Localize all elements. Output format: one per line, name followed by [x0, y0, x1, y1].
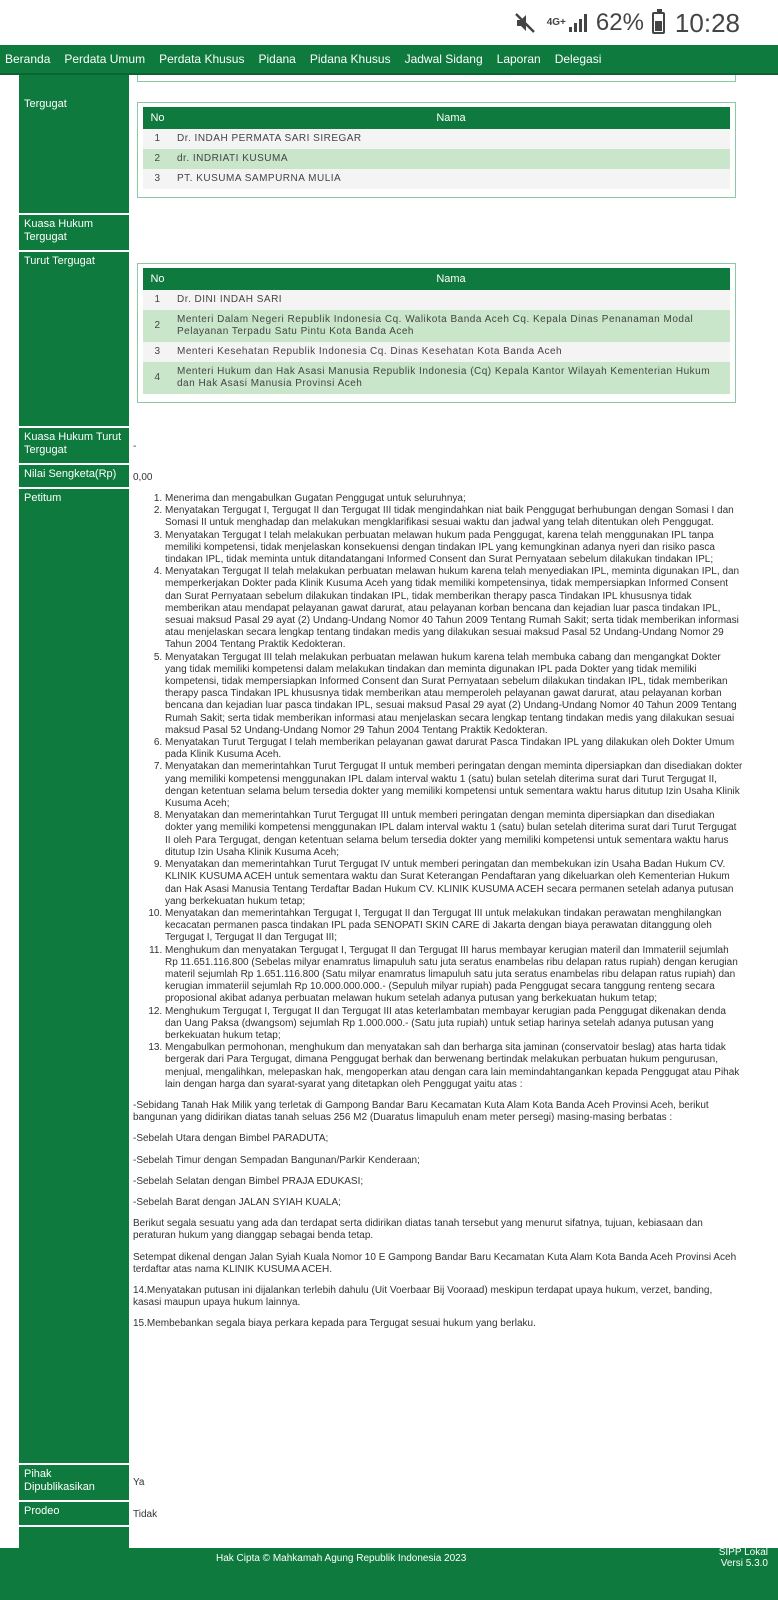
previous-table-box [137, 75, 736, 82]
table-row: 2 dr. INDRIATI KUSUMA [143, 149, 730, 169]
petitum-paragraph: 15.Membebankan segala biaya perkara kepada para Tergugat sesuai hukum yang berlaku. [133, 1318, 536, 1330]
detail-content [0, 75, 778, 1550]
petitum-paragraph: 14.Menyatakan putusan ini dijalankan terlebih dahulu (Uit Voerbaar Bij Vooraad) meskipun terdapat upaya hukum, verzet, banding, kasasi maupun upaya hukum lainnya. [133, 1284, 713, 1309]
footer-version [719, 1547, 768, 1569]
label-petitum: Petitum [19, 489, 129, 1465]
list-item: 9. Menyatakan dan memerintahkan Turut Tergugat IV untuk memberi peringatan dan membekukan izin Usaha Badan Hukum CV. KLINIK KUSUMA ACEH untuk sementara waktu dan Surat Keterangan Pendaftaran yang dikeluarkan oleh Kementerian Hukum dan Hak Asasi Manusia Tentang Terdaftar Badan Hukum CV. KLINIK KUSUMA ACEH secara permanen setelah adanya putusan yang berkekuatan hukum tetap; [165, 859, 743, 908]
col-no: No [143, 107, 172, 129]
table-row: 2 Menteri Dalam Negeri Republik Indonesia Cq. Walikota Banda Aceh Cq. Kepala Dinas Penanaman Modal Pelayanan Terpadu Satu Pintu Kota Banda Aceh [143, 310, 730, 342]
label-turut-tergugat: Turut Tergugat [19, 252, 129, 428]
table-row: 3 PT. KUSUMA SAMPURNA MULIA [143, 169, 730, 189]
table-row: 4 Menteri Hukum dan Hak Asasi Manusia Republik Indonesia (Cq) Kepala Kantor Wilayah Kementerian Hukum dan Hak Asasi Manusia Provinsi Aceh [143, 362, 730, 394]
petitum-paragraph: Berikut segala sesuatu yang ada dan terdapat serta didirikan diatas tanah tersebut yang menurut sifatnya, tujuan, kebiasaan dan peraturan hukum yang dianggap sebagai benda tetap. [133, 1218, 703, 1242]
battery-percent: 62% [595, 9, 644, 36]
table-row: 1 Dr. INDAH PERMATA SARI SIREGAR [143, 129, 730, 149]
nav-pidana-khusus[interactable]: Pidana Khusus [309, 52, 391, 66]
list-item: 13. Mengabulkan permohonan, menghukum dan menyatakan sah dan berharga sita jaminan (conservatoir beslag) atas harta tidak bergerak dari Para Tergugat, dimana Penggugat berhak dan berwenang bertindak melakukan perbuatan hukum pengurusan, menjual, mengalihkan, melepaskan hak, mengoperkan atau dengan cara lain memindahtangankan kepada Penggugat atau Pihak lain dengan harga dan syarat-syarat yang ditetapkan oleh Penggugat yaitu atas : [165, 1042, 743, 1091]
petitum-paragraph: -Sebidang Tanah Hak Milik yang terletak di Gampong Bandar Baru Kecamatan Kuta Alam Kota Banda Aceh Provinsi Aceh, berikut bangunan yang didirikan diatas tanah seluas 256 M2 (Duaratus limapuluh enam meter persegi) masing-masing berbatas : [133, 1099, 709, 1124]
turut-tergugat-table [143, 268, 730, 394]
list-item: 1. Menerima dan mengabulkan Gugatan Penggugat untuk seluruhnya; [165, 493, 743, 505]
petitum-paragraph: -Sebelah Barat dengan JALAN SYIAH KUALA; [133, 1196, 341, 1208]
main-nav [0, 45, 778, 75]
value-pihak-dipublikasikan: Ya [133, 1477, 145, 1488]
petitum-list [133, 493, 743, 1091]
value-prodeo: Tidak [133, 1509, 158, 1520]
label-pihak-dipublikasikan: Pihak Dipublikasikan [19, 1465, 129, 1502]
turut-tergugat-table-box [137, 263, 736, 403]
list-item: 2. Menyatakan Tergugat I, Tergugat II dan Tergugat III tidak mengindahkan niat baik Penggugat berhubungan dengan Somasi I dan Somasi II untuk menghadap dan melakukan mengklarifikasi sesuai waktu dan jadwal yang telah ditentukan oleh Penggugat. [165, 505, 743, 529]
list-item: 11. Menghukum dan menyatakan Tergugat I, Tergugat II dan Tergugat III harus membayar kerugian materil dan Immateriil sejumlah Rp 11.651.116.800 (Sebelas milyar enamratus limapuluh satu juta seratus enambelas ribu delapan ratus rupiah) dengan kerugian materil sejumlah Rp 1.651.116.800 (Satu milyar enamratus limapuluh satu juta seratus enambelas ribu delapan ratus rupiah) dan kerugian immateriil sejumlah Rp 10.000.000.000.- (Sepuluh milyar rupiah) pada Penggugat secara tanggung renteng secara proposional akibat adanya perbuatan melawan hukum setelah adanya putusan yang berkekuatan hukum tetap; [165, 945, 743, 1006]
network-type: 4G+ [546, 17, 566, 28]
nav-laporan[interactable]: Laporan [496, 52, 541, 66]
nav-perdata-umum[interactable]: Perdata Umum [64, 52, 146, 66]
label-nilai-sengketa: Nilai Sengketa(Rp) [19, 465, 129, 489]
petitum-paragraph: Setempat dikenal dengan Jalan Syiah Kuala Nomor 10 E Gampong Bandar Baru Kecamatan Kuta Alam Kota Banda Aceh Provinsi Aceh terdaftar atas nama KLINIK KUSUMA ACEH. [133, 1251, 737, 1275]
petitum-paragraph: -Sebelah Timur dengan Sempadan Bangunan/Parkir Kenderaan; [133, 1154, 420, 1166]
petitum-text [133, 493, 743, 1331]
nav-jadwal-sidang[interactable]: Jadwal Sidang [404, 52, 483, 66]
table-row: 3 Menteri Kesehatan Republik Indonesia Cq. Dinas Kesehatan Kota Banda Aceh [143, 342, 730, 362]
status-bar [0, 0, 778, 45]
list-item: 7. Menyatakan dan memerintahkan Turut Tergugat II untuk memberi peringatan dengan meminta dipersiapkan dan disediakan dokter yang memiliki kompetensi menggunakan IPL dalam interval waktu 1 (satu) bulan setelah diterima surat dari Turut Tergugat II, dengan ketentuan selama belum tersedia dokter yang memiliki kompetensi untuk sementara waktu harus ditutup Izin Usaha Klinik Kusuma Aceh; [165, 761, 743, 810]
label-prodeo: Prodeo [19, 1502, 129, 1527]
petitum-paragraph: -Sebelah Utara dengan Bimbel PARADUTA; [133, 1133, 329, 1145]
nav-pidana[interactable]: Pidana [258, 52, 296, 66]
col-nama: Nama [172, 107, 730, 129]
nav-perdata-khusus[interactable]: Perdata Khusus [159, 52, 245, 66]
battery-icon [652, 12, 665, 34]
label-tergugat: Tergugat [19, 95, 129, 215]
col-no: No [143, 268, 172, 290]
nav-beranda[interactable]: Beranda [5, 52, 51, 66]
value-kuasa-turut: - [133, 441, 137, 452]
col-nama: Nama [172, 268, 730, 290]
signal-icon [568, 13, 590, 33]
label-kuasa-turut: Kuasa Hukum Turut Tergugat [19, 428, 129, 465]
mute-icon [513, 11, 537, 35]
list-item: 10. Menyatakan dan memerintahkan Tergugat I, Tergugat II dan Tergugat III untuk melakukan tindakan perawatan menghilangkan kecacatan permanen pasca tindakan IPL pada SENOPATI SKIN CARE di Jakarta dengan biaya perawatan ditanggung oleh Tergugat I, Tergugat II dan Tergugat III; [165, 908, 743, 945]
tergugat-table-box [137, 102, 736, 198]
tergugat-table [143, 107, 730, 189]
sipp-label: SIPP Lokal [718, 1547, 768, 1558]
value-nilai-sengketa: 0,00 [133, 472, 153, 483]
clock: 10:28 [674, 7, 740, 38]
footer-copyright: Hak Cipta © Mahkamah Agung Republik Indonesia 2023 [216, 1553, 467, 1564]
list-item: 3. Menyatakan Tergugat I telah melakukan perbuatan melawan hukum pada Penggugat, karena telah menggunakan IPL tanpa memiliki kompetensi, tidak menjelaskan konsekuensi dengan tindakan IPL yang kemungkinan adanya nyeri dan risiko pasca tindakan IPL, tidak meminta untuk ditandatangani Informed Consent dan Surat Pernyataan sebelum dilakukan tindakan IPL; [165, 530, 743, 567]
list-item: 4. Menyatakan Tergugat II telah melakukan perbuatan melawan hukum karena telah menyediakan IPL, meminta digunakan IPL, dan memperkerjakan Dokter pada Klinik Kusuma Aceh yang tidak memiliki kompetensinya, tidak mempersiapkan Informed Consent dan Surat Pernyataan sebelum dilakukan tindakan IPL, tidak memberikan therapy pasca Tindakan IPL khususnya tidak memberikan atau mendapat pelayanan gawat darurat, atau pelayanan korban bencana dan kejadian luar pasca tindakan IPL, sesuai maksud Pasal 29 ayat (2) Undang-Undang Nomor 40 Tahun 2009 Tentang Rumah Sakit; serta tidak memberikan informasi atau menjelaskan secara lengkap tentang tindakan medis yang dilakukan sesuai maksud Pasal 52 Undang-Undang Nomor 29 Tahun 2004 Tentang Praktik Kedokteran. [165, 566, 743, 651]
list-item: 12. Menghukum Tergugat I, Tergugat II dan Tergugat III atas keterlambatan membayar kerugian pada Penggugat dikenakan denda dan Uang Paksa (dwangsom) sejumlah Rp 1.000.000.- (Satu juta rupiah) untuk setiap harinya setelah adanya putusan yang berkekuatan hukum tetap; [165, 1006, 743, 1043]
label-kuasa-tergugat: Kuasa Hukum Tergugat [19, 215, 129, 252]
list-item: 8. Menyatakan dan memerintahkan Turut Tergugat III untuk memberi peringatan dengan meminta dipersiapkan dan disediakan dokter yang memiliki kompetensi menggunakan IPL dalam interval waktu 1 (satu) bulan setelah diterima surat dari Turut Tergugat II oleh Para Tergugat, dengan ketentuan selama belum tersedia dokter yang memiliki kompetensi untuk sementara waktu harus ditutup Izin Usaha Klinik Kusuma Aceh; [165, 810, 743, 859]
nav-delegasi[interactable]: Delegasi [554, 52, 602, 66]
petitum-paragraph: -Sebelah Selatan dengan Bimbel PRAJA EDUKASI; [133, 1175, 364, 1187]
table-row: 1 Dr. DINI INDAH SARI [143, 290, 730, 310]
list-item: 5. Menyatakan Tergugat III telah melakukan perbuatan melawan hukum karena telah membuka cabang dan mengangkat Dokter yang tidak memiliki kompetensi dalam melakukan tindakan dan meminta digunakan IPL pada Dokter yang tidak memiliki kompetensi, tidak mempersiapkan Informed Consent dan Surat Pernyataan sebelum dilakukan tindakan IPL, tidak memberikan therapy pasca Tindakan IPL khususnya tidak memberikan atau memperoleh pelayanan gawat darurat, atau pelayanan korban bencana dan kejadian luar pasca tindakan IPL, sesuai maksud Pasal 29 ayat (2) Undang-Undang Nomor 40 Tahun 2009 Tentang Rumah Sakit; serta tidak memberikan informasi atau menjelaskan secara lengkap tentang tindakan medis yang dilakukan sesuai maksud Pasal 52 Undang-Undang Nomor 29 Tahun 2004 Tentang Praktik Kedokteran. [165, 652, 743, 737]
footer [0, 1548, 778, 1600]
version-label: Versi 5.3.0 [720, 1558, 768, 1569]
list-item: 6. Menyatakan Turut Tergugat I telah memberikan pelayanan gawat darurat Pasca Tindakan IPL yang dilakukan oleh Dokter Umum pada Klinik Kusuma Aceh. [165, 737, 743, 761]
